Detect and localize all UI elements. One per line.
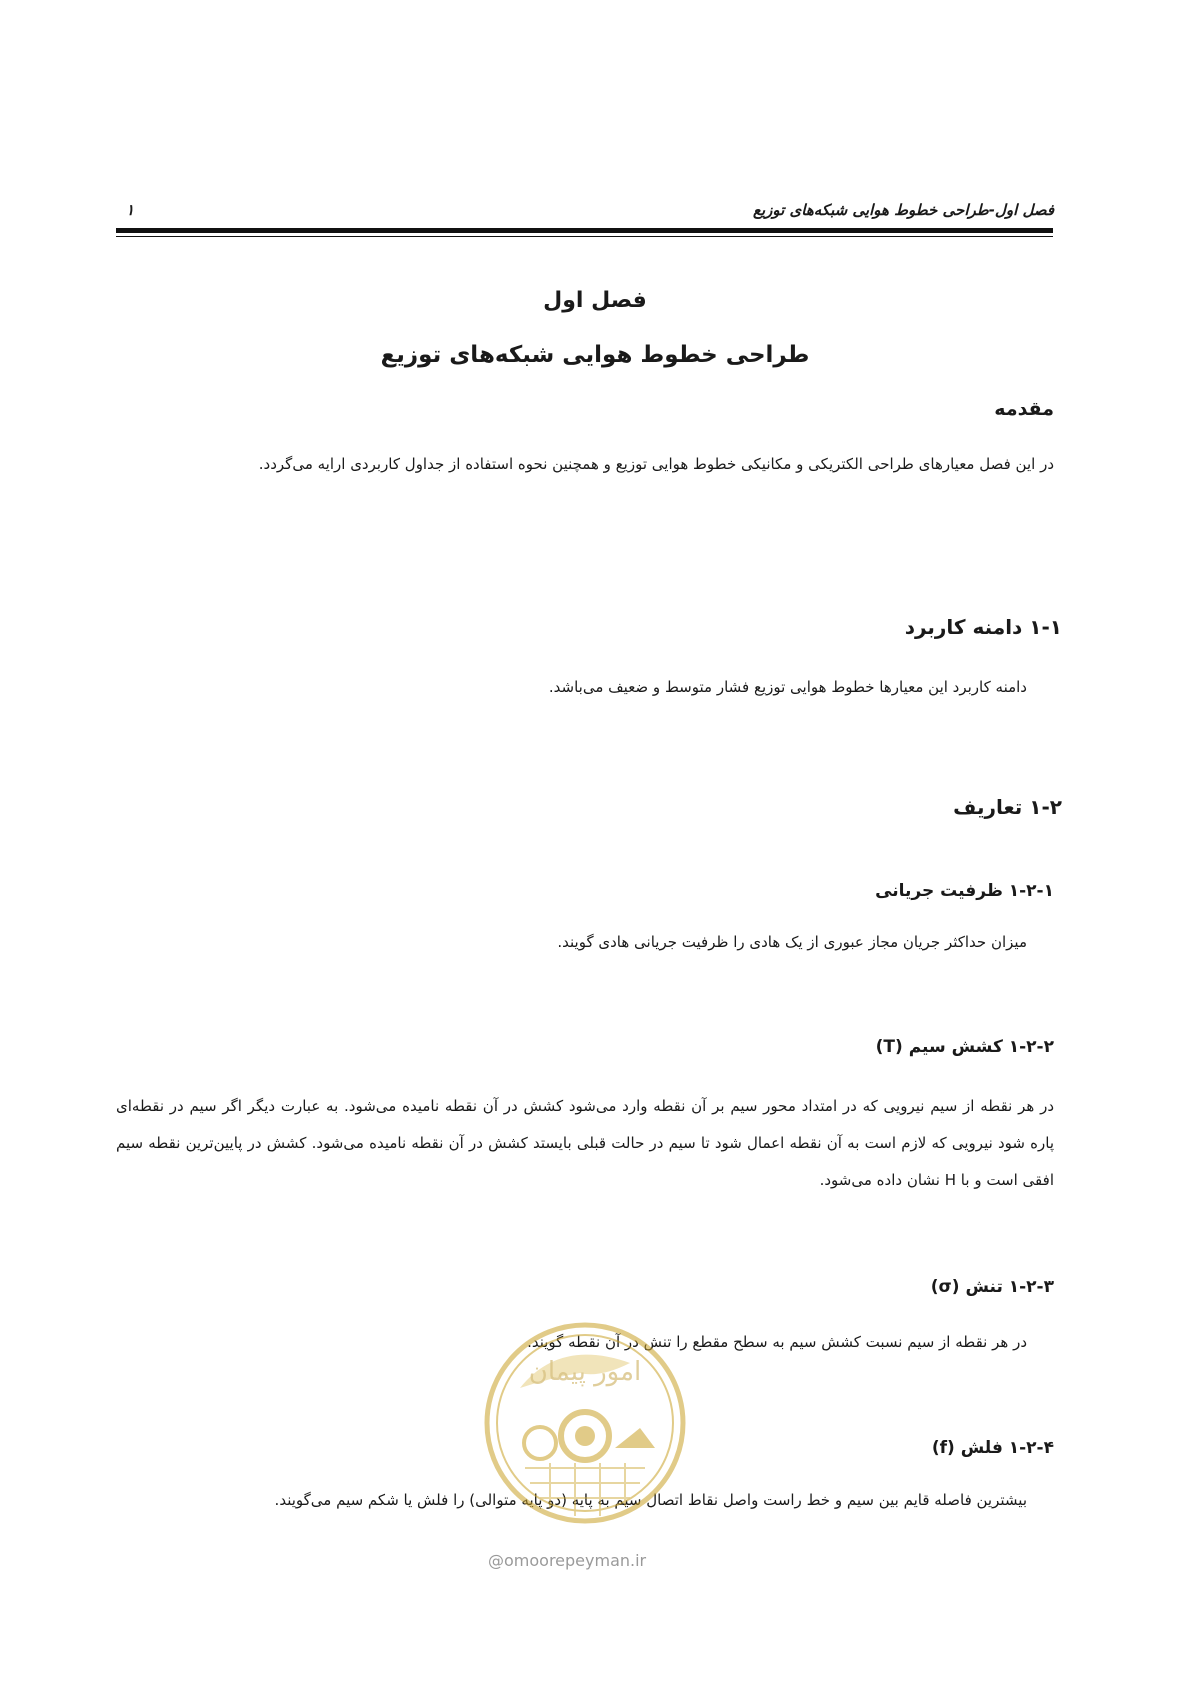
- running-header-title: فصل اول-طراحی خطوط هوایی شبکه‌های توزیع: [752, 201, 1054, 219]
- watermark-url: @omoorepeyman.ir: [488, 1551, 647, 1570]
- definition-2-heading: ۱-۲-۲ کشش سیم (T): [875, 1037, 1054, 1057]
- definition-1-heading: ۱-۲-۱ ظرفیت جریانی: [875, 881, 1054, 901]
- intro-paragraph: در این فصل معیارهای طراحی الکتریکی و مکانیکی خطوط هوایی توزیع و همچنین نحوه استفاده از جداول کاربردی ارایه می‌گردد.: [258, 455, 1054, 473]
- section-scope-heading: ۱-۱ دامنه کاربرد: [904, 615, 1062, 639]
- definition-2-text: در هر نقطه از سیم نیرویی که در امتداد محور سیم بر آن نقطه وارد می‌شود کشش در آن نقطه نامیده می‌شود. به عبارت دیگر اگر سیم در نقطه‌ای پاره شود نیرویی که لازم است به آن نقطه اعمال شود تا سیم در حالت قبلی بایستد کشش در آن نقطه نامیده می‌شود. کشش در پایین‌ترین نقطه سیم افقی است و با H نشان داده می‌شود.: [116, 1097, 1054, 1189]
- section-definitions-heading: ۱-۲ تعاریف: [953, 795, 1062, 819]
- intro-heading: مقدمه: [994, 398, 1054, 420]
- page-number: ۱: [126, 201, 135, 219]
- section-scope-text: دامنه کاربرد این معیارها خطوط هوایی توزیع فشار متوسط و ضعیف می‌باشد.: [548, 678, 1027, 696]
- chapter-label: فصل اول: [543, 288, 647, 313]
- header-rule-thick: [116, 228, 1053, 233]
- definition-4-text: بیشترین فاصله قایم بین سیم و خط راست واصل نقاط اتصال سیم به پایه (دو پایه متوالی) را فلش یا شکم سیم می‌گویند.: [274, 1491, 1027, 1509]
- definition-1-text: میزان حداکثر جریان مجاز عبوری از یک هادی را ظرفیت جریانی هادی گویند.: [557, 933, 1027, 951]
- svg-text:امور پیمان: امور پیمان: [528, 1357, 642, 1387]
- header-rule-thin: [116, 236, 1053, 237]
- definition-3-text: در هر نقطه از سیم نسبت کشش سیم به سطح مقطع را تنش در آن نقطه گویند.: [527, 1333, 1027, 1351]
- definition-3-heading: ۱-۲-۳ تنش (σ): [930, 1277, 1054, 1297]
- definition-4-heading: ۱-۲-۴ فلش (f): [931, 1438, 1054, 1458]
- chapter-title: طراحی خطوط هوایی شبکه‌های توزیع: [380, 342, 810, 368]
- watermark-logo: [480, 1318, 690, 1528]
